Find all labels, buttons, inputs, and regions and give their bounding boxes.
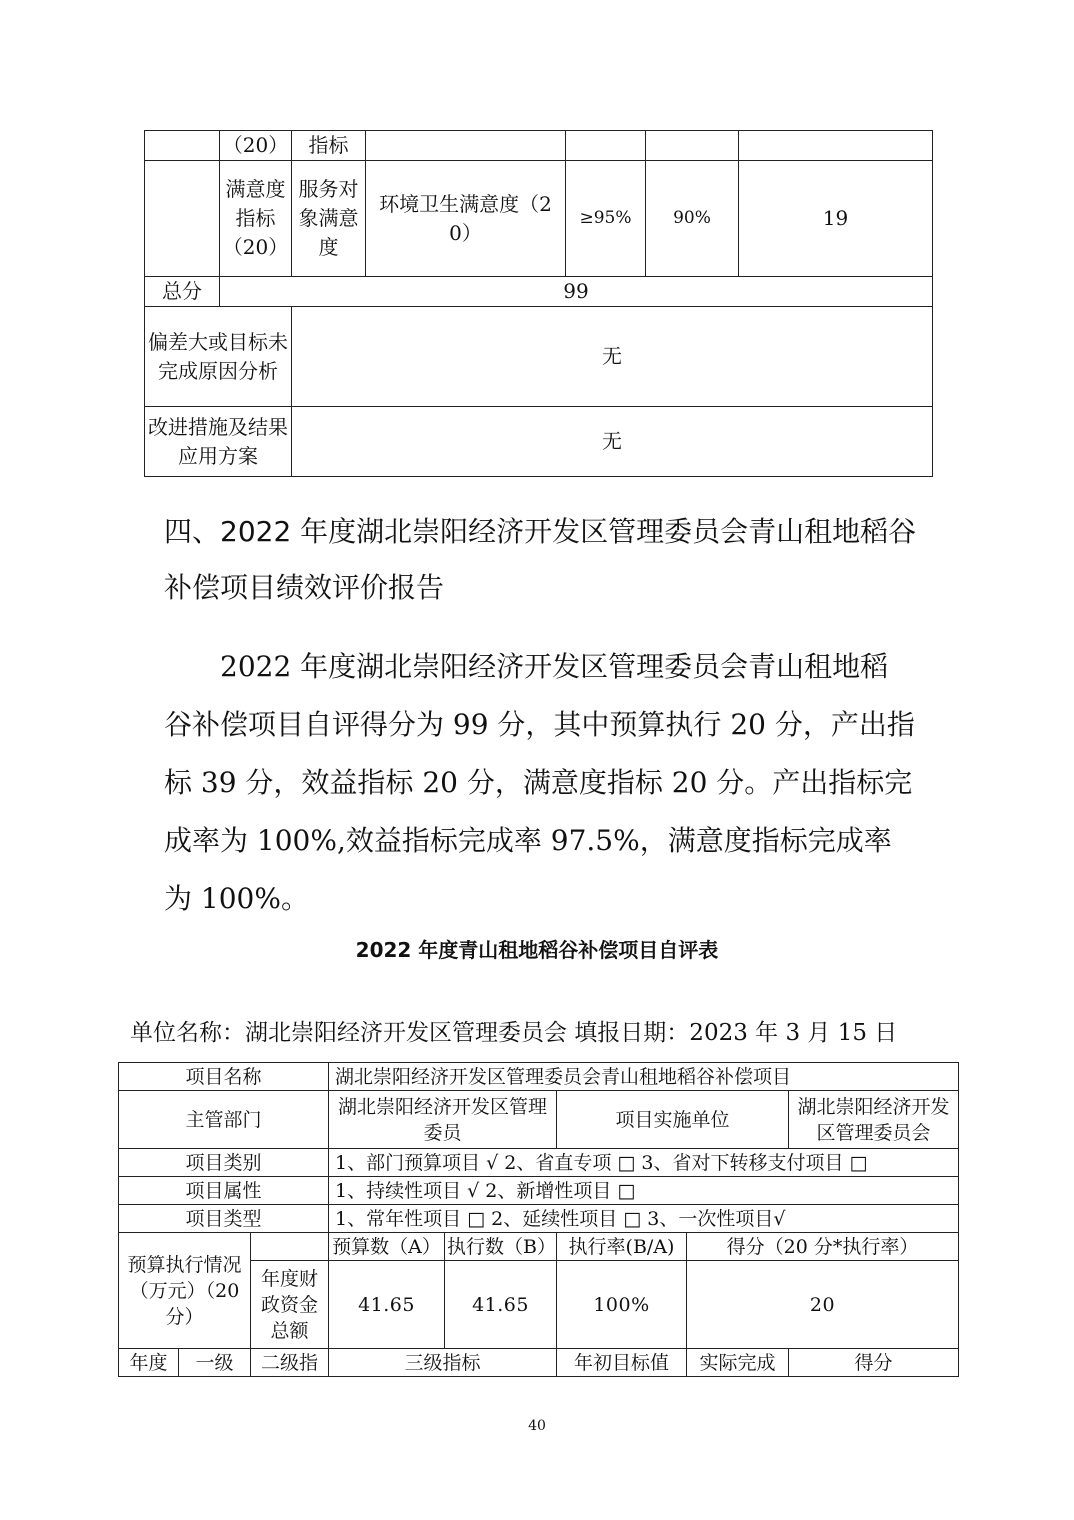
impl-label: 项目实施单位 xyxy=(557,1091,789,1149)
fund-label: 年度财政资金总额 xyxy=(251,1261,329,1349)
impl-value: 湖北崇阳经济开发区管理委员会 xyxy=(789,1091,959,1149)
satisfaction-score-cell: 19 xyxy=(739,161,933,277)
unit-and-date-line: 单位名称：湖北崇阳经济开发区管理委员会 填报日期：2023 年 3 月 15 日 xyxy=(130,1020,898,1046)
indicator-fragment-cell: 指标 xyxy=(292,131,366,161)
blank-cell xyxy=(366,131,566,161)
total-label-cell: 总分 xyxy=(145,277,220,307)
satisfaction-level2-cell: 服务对象满意度 xyxy=(292,161,366,277)
improvement-label-cell: 改进措施及结果应用方案 xyxy=(145,407,292,477)
header-level1: 一级 xyxy=(179,1349,251,1377)
output-weight-cell: （20） xyxy=(220,131,292,161)
indicator-table-continued xyxy=(144,130,933,477)
blank-cell xyxy=(566,131,646,161)
category-value: 1、部门预算项目 √ 2、省直专项 □ 3、省对下转移支付项目 □ xyxy=(329,1149,959,1177)
header-year: 年度 xyxy=(119,1349,179,1377)
project-name-value: 湖北崇阳经济开发区管理委员会青山租地稻谷补偿项目 xyxy=(329,1063,959,1091)
section-heading-line2: 补偿项目绩效评价报告 xyxy=(164,571,445,604)
header-level2: 二级指 xyxy=(251,1349,329,1377)
total-value-cell: 99 xyxy=(220,277,933,307)
blank-cell xyxy=(145,161,220,277)
blank-cell xyxy=(251,1233,329,1261)
section-heading-line1: 四、2022 年度湖北崇阳经济开发区管理委员会青山租地稻谷 xyxy=(164,515,917,548)
attribute-value: 1、持续性项目 √ 2、新增性项目 □ xyxy=(329,1177,959,1205)
summary-text: 2022 年度湖北崇阳经济开发区管理委员会青山租地稻谷补偿项目自评得分为 99 分，其中预算执行 20 分，产出指标 39 分，效益指标 20 分，满意度指标 20 分。产出指标完成率为 100%,效益指标完成率 97.5%，满意度指标完成率为 100%。 xyxy=(164,650,915,915)
self-eval-title: 2022 年度青山租地稻谷补偿项目自评表 xyxy=(355,938,719,962)
header-actual: 实际完成 xyxy=(687,1349,789,1377)
fund-a-value: 41.65 xyxy=(329,1261,445,1349)
type-label: 项目类型 xyxy=(119,1205,329,1233)
satisfaction-level1-cell: 满意度指标（20） xyxy=(220,161,292,277)
blank-cell xyxy=(739,131,933,161)
type-value: 1、常年性项目 □ 2、延续性项目 □ 3、一次性项目√ xyxy=(329,1205,959,1233)
satisfaction-level3-cell: 环境卫生满意度（20） xyxy=(366,161,566,277)
budget-label: 预算执行情况（万元）（20 分） xyxy=(119,1233,251,1349)
improvement-value-cell: 无 xyxy=(292,407,933,477)
fund-b-value: 41.65 xyxy=(445,1261,557,1349)
satisfaction-actual-cell: 90% xyxy=(646,161,739,277)
attribute-label: 项目属性 xyxy=(119,1177,329,1205)
deviation-label-cell: 偏差大或目标未完成原因分析 xyxy=(145,307,292,407)
header-level3: 三级指标 xyxy=(329,1349,557,1377)
budget-head-b: 执行数（B） xyxy=(445,1233,557,1261)
deviation-value-cell: 无 xyxy=(292,307,933,407)
satisfaction-target-cell: ≥95% xyxy=(566,161,646,277)
budget-head-a: 预算数（A） xyxy=(329,1233,445,1261)
page-number: 40 xyxy=(528,1418,546,1434)
header-target: 年初目标值 xyxy=(557,1349,687,1377)
dept-value: 湖北崇阳经济开发区管理委员 xyxy=(329,1091,557,1149)
project-name-label: 项目名称 xyxy=(119,1063,329,1091)
budget-head-rate: 执行率(B/A) xyxy=(557,1233,687,1261)
header-score: 得分 xyxy=(789,1349,959,1377)
dept-label: 主管部门 xyxy=(119,1091,329,1149)
summary-paragraph xyxy=(164,638,916,928)
budget-head-score: 得分（20 分*执行率） xyxy=(687,1233,959,1261)
blank-cell xyxy=(646,131,739,161)
category-label: 项目类别 xyxy=(119,1149,329,1177)
self-eval-table xyxy=(118,1062,959,1377)
fund-rate-value: 100% xyxy=(557,1261,687,1349)
fund-score-value: 20 xyxy=(687,1261,959,1349)
blank-cell xyxy=(145,131,220,161)
